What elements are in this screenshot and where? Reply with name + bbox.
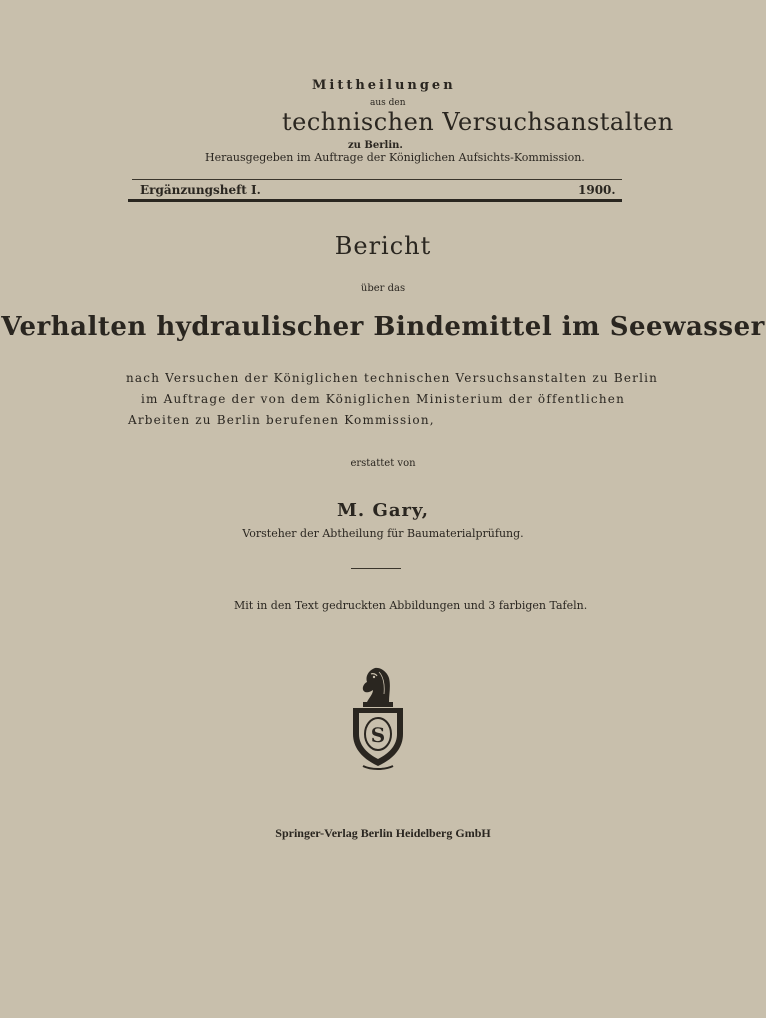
erstattet-von: erstattet von — [350, 458, 416, 469]
institute-name: technischen Versuchsanstalten — [282, 108, 674, 136]
svg-text:S: S — [370, 723, 386, 747]
institute-city: zu Berlin. — [348, 140, 403, 151]
publisher-line: Herausgegeben im Auftrage der Königlichen Aufsichts-Kommission. — [205, 151, 585, 164]
separator-rule — [351, 568, 401, 569]
series-title: Mittheilungen — [312, 78, 456, 93]
series-aus-den: aus den — [370, 98, 406, 108]
ueber-das: über das — [360, 283, 406, 294]
header-rule-bottom — [128, 199, 622, 202]
report-title: Bericht — [334, 232, 432, 260]
description-line-1: nach Versuchen der Königlichen technischen Versuchsanstalten zu Berlin — [126, 371, 659, 385]
author-name: M. Gary, — [337, 500, 429, 521]
header-rule-top — [132, 179, 622, 180]
main-title: Verhalten hydraulischer Bindemittel im Seewasser — [1, 312, 765, 342]
description-line-3: Arbeiten zu Berlin berufenen Kommission, — [128, 413, 435, 427]
issue-number: Ergänzungsheft I. — [140, 183, 261, 197]
publisher-imprint: Springer-Verlag Berlin Heidelberg GmbH — [275, 826, 491, 840]
issue-year: 1900. — [578, 183, 616, 197]
author-role: Vorsteher der Abtheilung für Baumaterialprüfung. — [242, 527, 524, 540]
springer-knight-chess-piece-icon — [345, 664, 411, 772]
illustrations-note: Mit in den Text gedruckten Abbildungen und 3 farbigen Tafeln. — [234, 599, 588, 612]
description-line-2: im Auftrage der von dem Königlichen Ministerium der öffentlichen — [140, 392, 626, 406]
